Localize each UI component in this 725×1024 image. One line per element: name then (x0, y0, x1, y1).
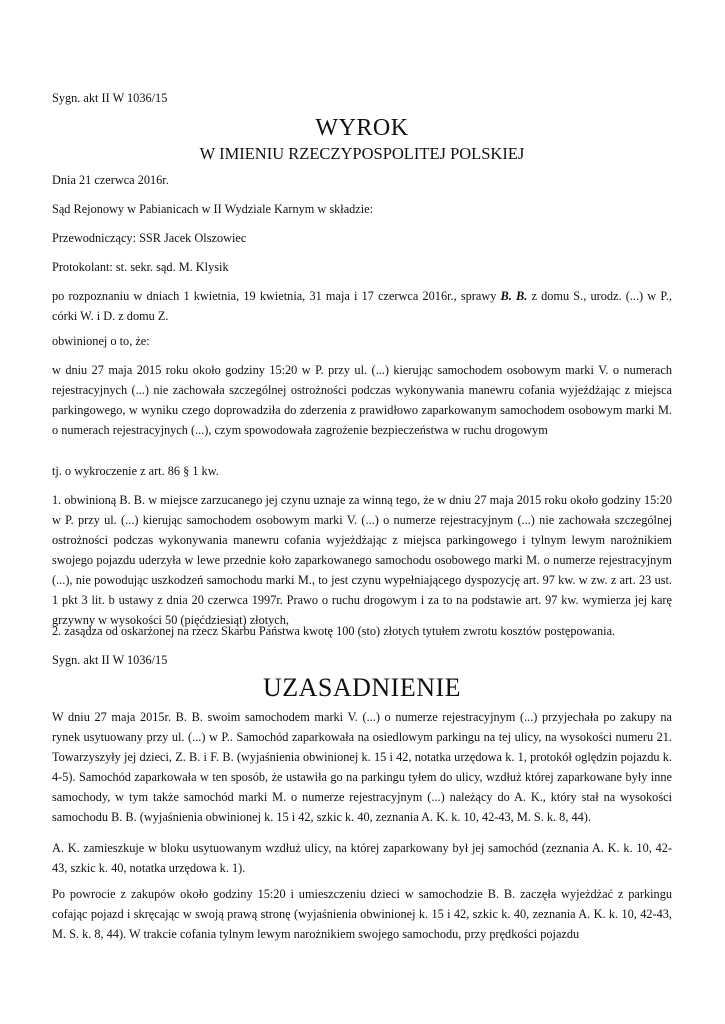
justification-paragraph-2: A. K. zamieszkuje w bloku usytuowanym wzdłuż ulicy, na której zaparkowany był jej samochód (zeznania A. K. k. 10, 42-43, szkic k. 40, notatka urzędowa k. 1). (52, 841, 672, 875)
verdict-point-2: 2. zasądza od oskarżonej na rzecz Skarbu Państwa kwotę 100 (sto) złotych tytułem zwrotu kosztów postępowania. (52, 624, 616, 638)
presiding-judge: Przewodniczący: SSR Jacek Olszowiec (52, 231, 247, 245)
document-subtitle: W IMIENIU RZECZYPOSPOLITEJ POLSKIEJ (199, 144, 525, 163)
charge-description: w dniu 27 maja 2015 roku około godziny 15:20 w P. przy ul. (...) kierując samochodem osobowym marki V. o numerach rejestracyjnych (...) nie zachowała szczególnej ostrożności podczas wykonywania manewru cofania wyjeżdżając z miejsca parkingowego, w wyniku czego doprowadziła do zderzenia z prawidłowo zaparkowanym samochodem osobowym marki M. o numerach rejestracyjnych (...), czym spowodowała zagrożenie bezpieczeństwa w ruchu drogowym (52, 363, 672, 437)
justification-title: UZASADNIENIE (262, 673, 462, 702)
defendant-name: B. B. (500, 289, 528, 303)
accused-line: obwinionej o to, że: (52, 334, 150, 348)
case-signature: Sygn. akt II W 1036/15 (52, 91, 168, 105)
justification-paragraph-1: W dniu 27 maja 2015r. B. B. swoim samochodem marki V. (...) o numerze rejestracyjnym (...) przyjechała po zakupy na rynek usytuowany przy ul. (...) w P.. Samochód zaparkowała na osiedlowym parkingu na tej ulicy, na wysokości numeru 21. Towarzyszyły jej dzieci, Z. B. i F. B. (wyjaśnienia obwinionej k. 15 i 42, notatka urzędowa k. 1, protokół oględzin pojazdu k. 4-5). Samochód zaparkowała w ten sposób, że ustawiła go na parkingu tyłem do ulicy, wzdłuż której zaparkowane były inne samochody, w tym także samochód marki M. o numerze rejestracyjnym (...) należący do A. K., który stał na wysokości samochodu B. B. (wyjaśnienia obwinionej k. 15 i 42, szkic k. 40, zeznania A. K. k. 10, 42-43, M. S. k. 8, 44). (52, 710, 672, 824)
justification-signature: Sygn. akt II W 1036/15 (52, 653, 168, 667)
case-intro (52, 286, 672, 326)
case-intro-text: po rozpoznaniu w dniach 1 kwietnia, 19 kwietnia, 31 maja i 17 czerwca 2016r., sprawy (52, 289, 501, 303)
case-intro-text-end: z domu S., urodz. (...) w P., córki W. i D. z domu Z. (52, 289, 672, 323)
charge-article: tj. o wykroczenie z art. 86 § 1 kw. (52, 464, 219, 478)
court-composition: Sąd Rejonowy w Pabianicach w II Wydziale Karnym w składzie: (52, 202, 374, 216)
justification-paragraph-3: Po powrocie z zakupów około godziny 15:20 i umieszczeniu dzieci w samochodzie B. B. zaczęła wyjeżdżać z parkingu cofając pojazd i skręcając w swoją prawą stronę (wyjaśnienia obwinionej k. 15 i 42, szkic k. 40, zeznania A. K. k. 10, 42-43, M. S. k. 8, 44). W trakcie cofania tylnym lewym narożnikiem swojego samochodu, przy prędkości pojazdu (52, 887, 672, 941)
court-clerk: Protokolant: st. sekr. sąd. M. Klysik (52, 260, 229, 274)
verdict-point-1: 1. obwinioną B. B. w miejsce zarzucanego jej czynu uznaje za winną tego, że w dniu 27 maja 2015 roku około godziny 15:20 w P. przy ul. (...) kierując samochodem osobowym marki V. (...) o numerze rejestracyjnym (...) nie zachowała szczególnej ostrożności podczas wykonywania manewru cofania wyjeżdżając z miejsca parkingowego i tylnym lewym narożnikiem swojego pojazdu uderzyła w lewe przednie koło zaparkowanego samochodu osobowego marki M. o numerze rejestracyjnym (...), nie powodując uszkodzeń samochodu marki M., to jest czynu wypełniającego dyspozycję art. 97 kw. w zw. z art. 23 ust. 1 pkt 3 lit. b ustawy z dnia 20 czerwca 1997r. Prawo o ruchu drogowym i za to na podstawie art. 97 kw. wymierza jej karę grzywny w wysokości 50 (pięćdziesiąt) złotych, (52, 493, 672, 627)
verdict-date: Dnia 21 czerwca 2016r. (52, 173, 169, 187)
document-title: WYROK (315, 115, 409, 141)
